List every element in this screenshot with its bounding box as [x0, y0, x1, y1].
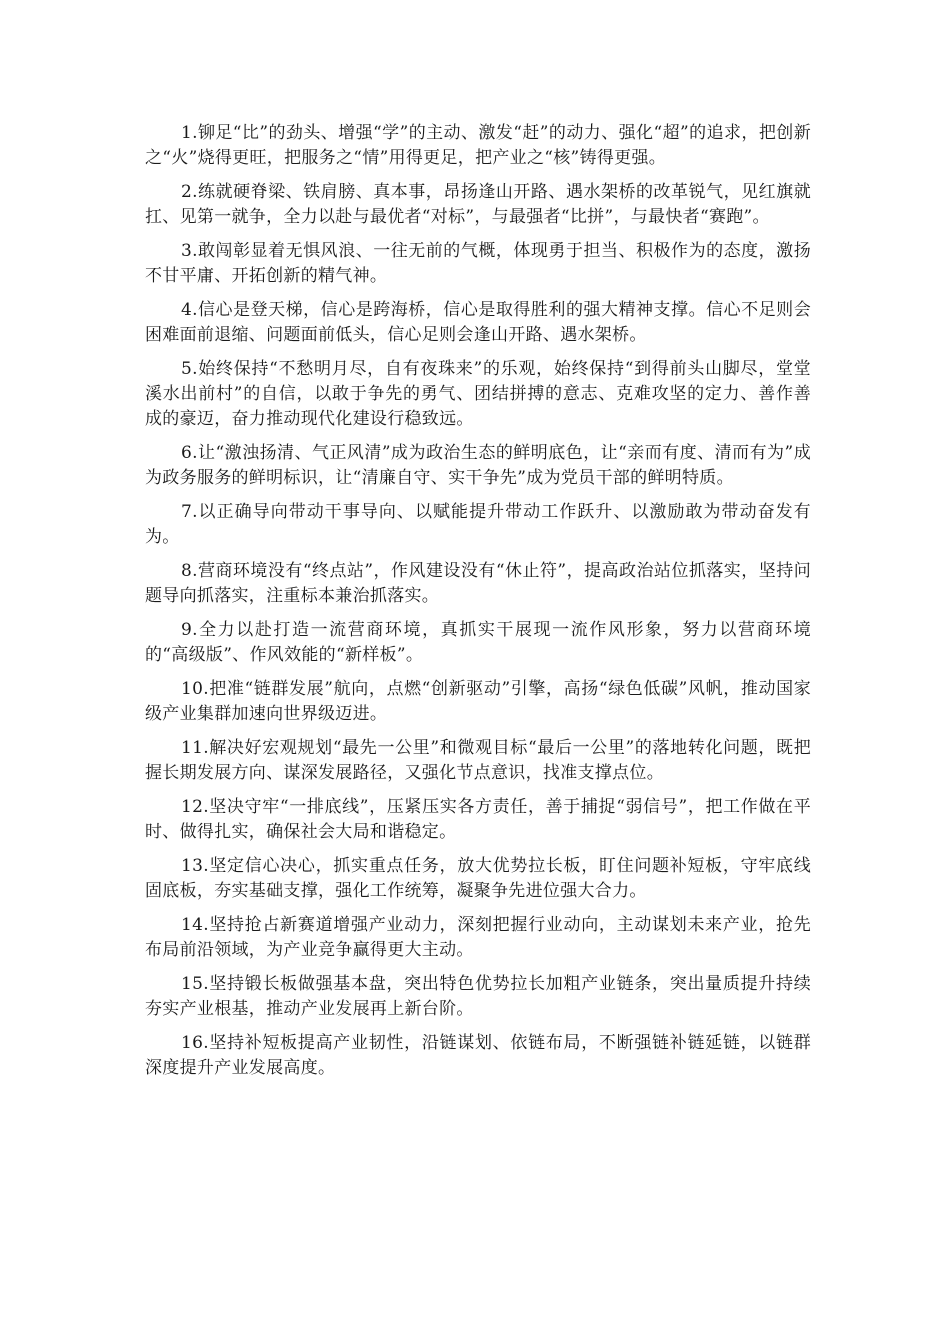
paragraph-5: 5.始终保持“不愁明月尽，自有夜珠来”的乐观，始终保持“到得前头山脚尽，堂堂溪水出前村”的自信，以敢于争先的勇气、团结拼搏的意志、克难攻坚的定力、善作善成的豪迈，奋力推动现代化建设行稳致远。 [145, 359, 811, 429]
paragraph-1: 1.铆足“比”的劲头、增强“学”的主动、激发“赶”的动力、强化“超”的追求，把创新之“火”烧得更旺，把服务之“情”用得更足，把产业之“核”铸得更强。 [145, 123, 811, 168]
paragraph-6: 6.让“激浊扬清、气正风清”成为政治生态的鲜明底色，让“亲而有度、清而有为”成为政务服务的鲜明标识，让“清廉自守、实干争先”成为党员干部的鲜明特质。 [145, 443, 811, 488]
paragraph-10: 10.把准“链群发展”航向，点燃“创新驱动”引擎，高扬“绿色低碳”风帆，推动国家级产业集群加速向世界级迈进。 [145, 679, 811, 724]
paragraph-9: 9.全力以赴打造一流营商环境，真抓实干展现一流作风形象，努力以营商环境的“高级版”、作风效能的“新样板”。 [145, 620, 811, 665]
paragraph-15: 15.坚持锻长板做强基本盘，突出特色优势拉长加粗产业链条，突出量质提升持续夯实产业根基，推动产业发展再上新台阶。 [145, 974, 811, 1019]
paragraph-2: 2.练就硬脊梁、铁肩膀、真本事，昂扬逢山开路、遇水架桥的改革锐气，见红旗就扛、见第一就争，全力以赴与最优者“对标”，与最强者“比拼”，与最快者“赛跑”。 [145, 182, 811, 227]
document-body [145, 121, 811, 1090]
paragraph-14: 14.坚持抢占新赛道增强产业动力，深刻把握行业动向，主动谋划未来产业，抢先布局前沿领域，为产业竞争赢得更大主动。 [145, 915, 811, 960]
paragraph-16: 16.坚持补短板提高产业韧性，沿链谋划、依链布局，不断强链补链延链，以链群深度提升产业发展高度。 [145, 1033, 811, 1078]
paragraph-8: 8.营商环境没有“终点站”，作风建设没有“休止符”，提高政治站位抓落实，坚持问题导向抓落实，注重标本兼治抓落实。 [145, 561, 811, 606]
paragraph-7: 7.以正确导向带动干事导向、以赋能提升带动工作跃升、以激励敢为带动奋发有为。 [145, 502, 811, 547]
paragraph-11: 11.解决好宏观规划“最先一公里”和微观目标“最后一公里”的落地转化问题，既把握长期发展方向、谋深发展路径，又强化节点意识，找准支撑点位。 [145, 738, 811, 783]
paragraph-3: 3.敢闯彰显着无惧风浪、一往无前的气概，体现勇于担当、积极作为的态度，激扬不甘平庸、开拓创新的精气神。 [145, 241, 811, 286]
paragraph-12: 12.坚决守牢“一排底线”，压紧压实各方责任，善于捕捉“弱信号”，把工作做在平时、做得扎实，确保社会大局和谐稳定。 [145, 797, 811, 842]
paragraph-4: 4.信心是登天梯，信心是跨海桥，信心是取得胜利的强大精神支撑。信心不足则会困难面前退缩、问题面前低头，信心足则会逢山开路、遇水架桥。 [145, 300, 811, 345]
paragraph-13: 13.坚定信心决心，抓实重点任务，放大优势拉长板，盯住问题补短板，守牢底线固底板，夯实基础支撑，强化工作统筹，凝聚争先进位强大合力。 [145, 856, 811, 901]
